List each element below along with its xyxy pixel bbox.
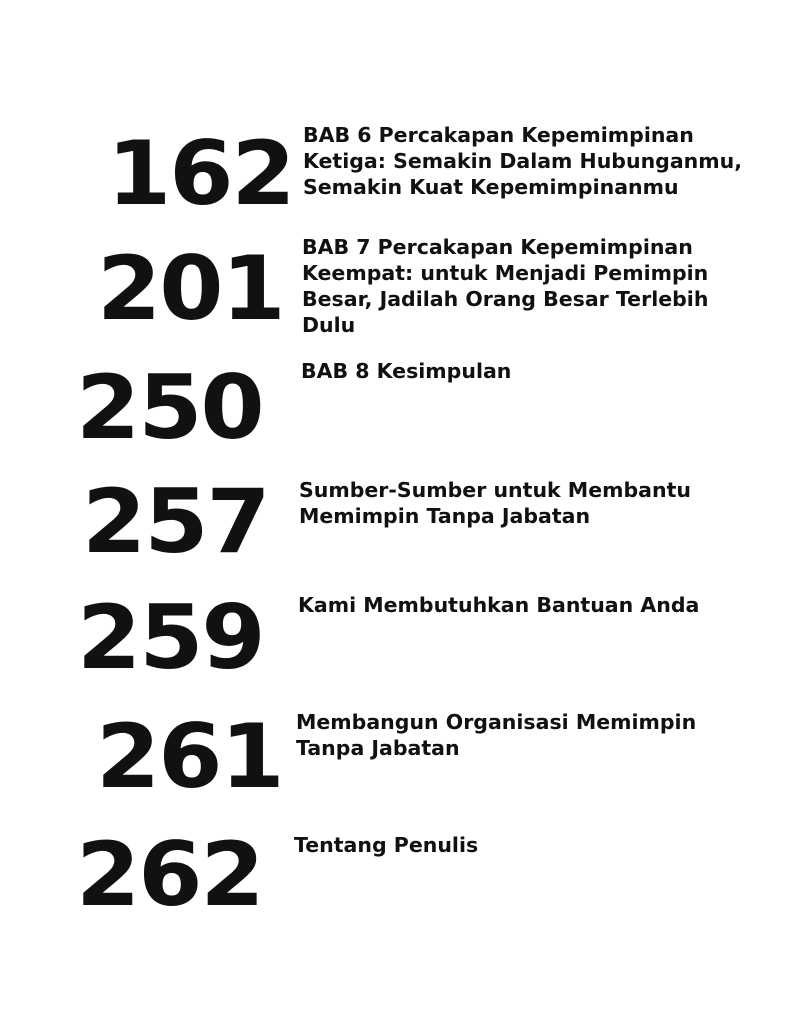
entry-title: BAB 6 Percakapan Kepemimpinan Ketiga: Semakin Dalam Hubunganmu, Semakin Kuat Kepemimpinanmu [303,123,743,199]
entry-title: BAB 8 Kesimpulan [301,359,512,383]
toc-entry [0,235,800,344]
entry-title: Sumber-Sumber untuk Membantu Memimpin Tanpa Jabatan [299,478,691,528]
page-number: 259 [77,586,264,689]
toc-entry [0,705,800,810]
page-number: 201 [97,237,284,340]
page-number: 261 [96,705,283,808]
entry-title: Kami Membutuhkan Bantuan Anda [298,593,700,617]
page-number: 262 [76,823,263,926]
toc-entry [0,470,800,578]
entry-title: Membangun Organisasi Memimpin Tanpa Jabatan [296,710,697,760]
page-number: 250 [76,356,263,459]
toc-entry [0,356,800,462]
page-number: 257 [82,470,269,573]
toc-entry [0,122,800,232]
page-number: 162 [107,122,294,225]
toc-entry [0,586,800,694]
toc-entry [0,823,800,930]
entry-title: Tentang Penulis [294,833,479,857]
entry-title: BAB 7 Percakapan Kepemimpinan Keempat: untuk Menjadi Pemimpin Besar, Jadilah Orang Besar Terlebih Dulu [302,235,709,337]
